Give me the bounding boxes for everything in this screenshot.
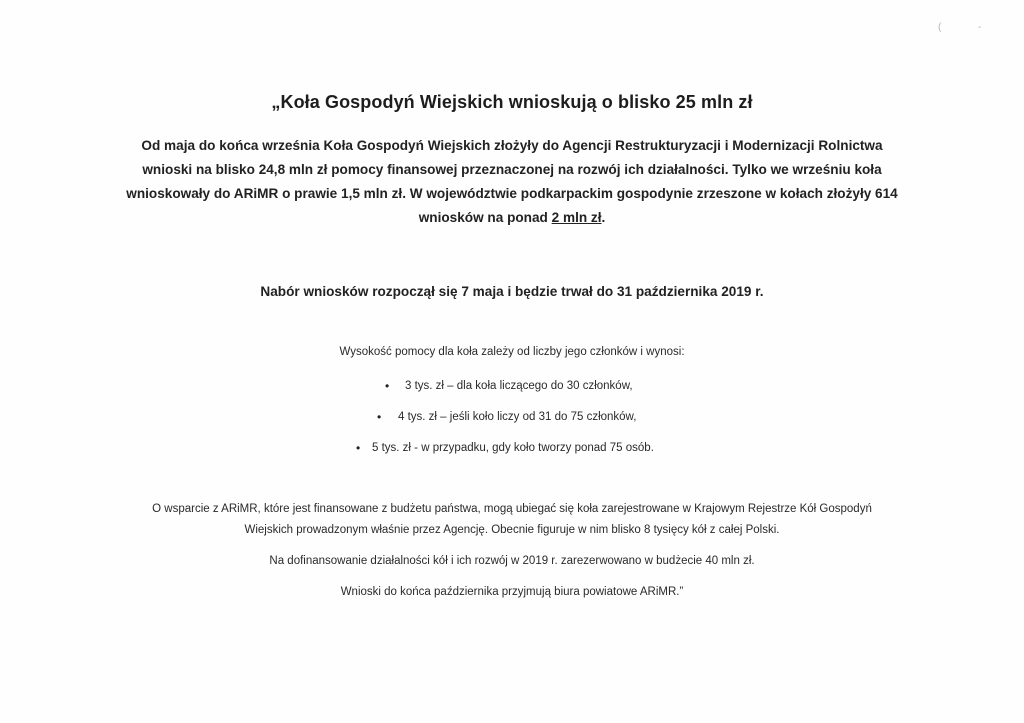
lead-text: . bbox=[601, 210, 606, 225]
funding-paragraph: Na dofinansowanie działalności kół i ich rozwój w 2019 r. zarezerwowano w budżecie 40 mln zł. bbox=[269, 555, 755, 567]
underlined-amount: 2 mln zł bbox=[551, 210, 602, 225]
aid-levels-list bbox=[0, 374, 1024, 467]
list-item-text: 4 tys. zł – jeśli koło liczy od 31 do 75 członków, bbox=[398, 411, 637, 423]
list-item bbox=[0, 374, 1024, 405]
bullet-icon: • bbox=[377, 410, 382, 424]
support-line: Wiejskich prowadzonym właśnie przez Agencję. Obecnie figuruje w nim blisko 8 tysięcy kół z całej Polski. bbox=[244, 524, 780, 536]
lead-paragraph bbox=[92, 134, 932, 230]
list-item-text: 5 tys. zł - w przypadku, gdy koło tworzy ponad 75 osób. bbox=[372, 442, 654, 454]
lead-line: Od maja do końca września Koła Gospodyń Wiejskich złożyły do Agencji Restrukturyzacji i Modernizacji Rolnictwa bbox=[141, 138, 883, 153]
support-paragraph bbox=[92, 499, 932, 541]
bullet-icon: • bbox=[385, 379, 390, 393]
lead-line bbox=[92, 206, 932, 230]
lead-line: wnioskowały do ARiMR o prawie 1,5 mln zł. W województwie podkarpackim gospodynie zrzeszone w kołach złożyły 614 bbox=[126, 186, 898, 201]
recruitment-period: Nabór wniosków rozpoczął się 7 maja i będzie trwał do 31 października 2019 r. bbox=[260, 284, 764, 299]
list-item-text: 3 tys. zł – dla koła liczącego do 30 członków, bbox=[405, 380, 633, 392]
list-item bbox=[0, 436, 1024, 467]
support-line: O wsparcie z ARiMR, które jest finansowane z budżetu państwa, mogą ubiegać się koła zarejestrowane w Krajowym Rejestrze Kół Gospodyń bbox=[152, 503, 872, 515]
lead-text: wniosków na ponad bbox=[418, 210, 552, 225]
offices-paragraph: Wnioski do końca października przyjmują biura powiatowe ARiMR.” bbox=[340, 586, 684, 598]
scan-artifact: ( bbox=[938, 22, 942, 33]
lead-line: wnioski na blisko 24,8 mln zł pomocy finansowej przeznaczonej na rozwój ich działalności. Tylko we wrześniu koła bbox=[142, 162, 882, 177]
bullet-icon: • bbox=[356, 441, 361, 455]
aid-intro: Wysokość pomocy dla koła zależy od liczby jego członków i wynosi: bbox=[339, 346, 685, 358]
scan-artifact: - bbox=[978, 22, 982, 33]
document-title: „Koła Gospodyń Wiejskich wnioskują o blisko 25 mln zł bbox=[271, 92, 753, 112]
list-item bbox=[0, 405, 1024, 436]
